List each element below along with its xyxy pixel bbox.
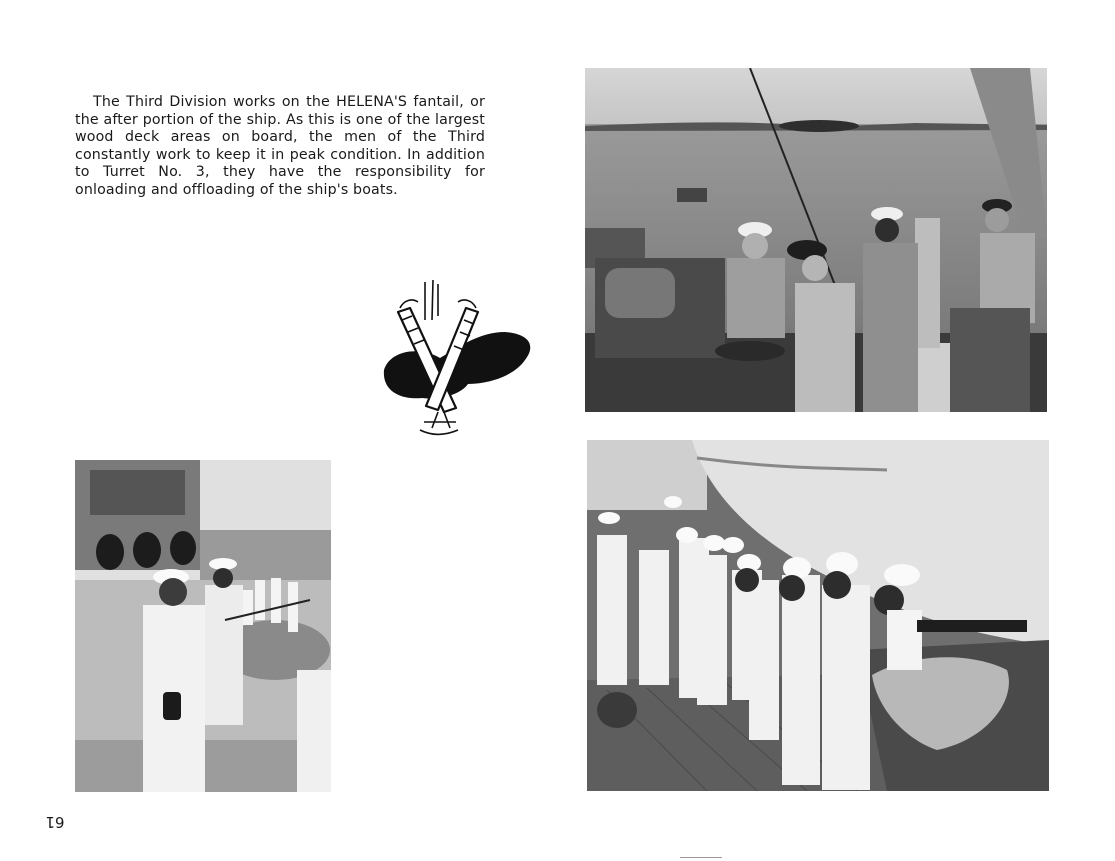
- scan-edge-mark: [680, 857, 722, 858]
- gun-deck-sailors-photo: [75, 460, 331, 792]
- intro-paragraph: The Third Division works on the HELENA'S fantail, or the after portion of the ship. As this is one of the largest wood deck areas on board, the men of the Third constantly work to keep it in peak condition. In addition to Turret No. 3, they have the responsibility for onloading and offloading of the ship's boats.: [75, 94, 485, 198]
- page-number: 61: [45, 813, 65, 831]
- crossed-deck-brooms-icon: [380, 280, 535, 442]
- boat-handling-crew-photo: [587, 440, 1049, 791]
- harbor-fantail-photo: [585, 68, 1047, 412]
